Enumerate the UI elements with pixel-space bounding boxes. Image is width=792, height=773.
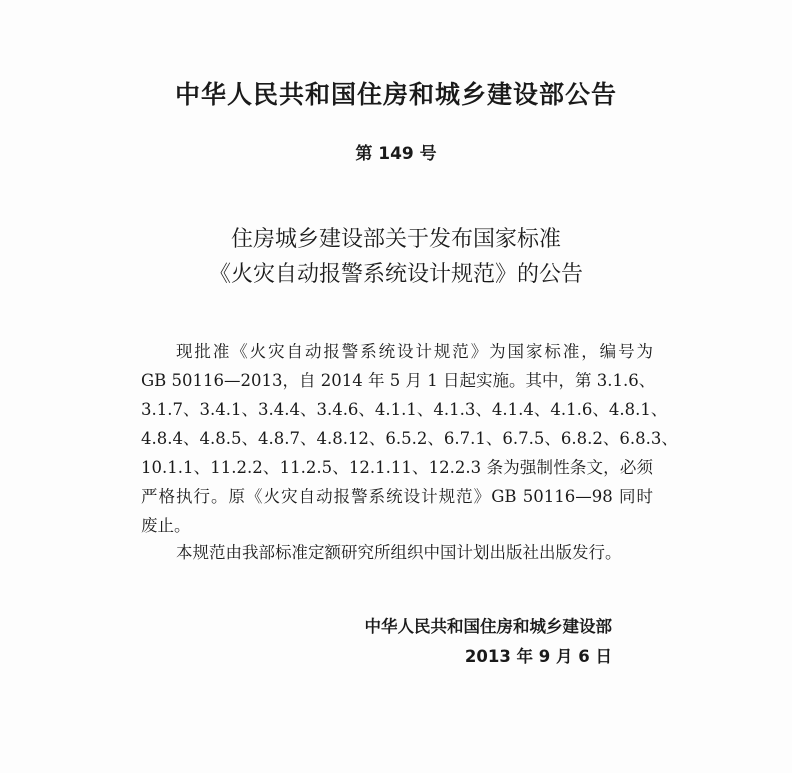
announcement-title: 中华人民共和国住房和城乡建设部公告 [174,80,617,109]
subtitle-line-1: 住房城乡建设部关于发布国家标准 [230,227,561,252]
announcement-number: 第 149 号 [355,144,437,164]
signing-date: 2013 年 9 月 6 日 [464,647,612,666]
body-line-8: 本规范由我部标准定额研究所组织中国计划出版社出版发行。 [176,543,622,562]
body-line-1: 现批准《火灾自动报警系统设计规范》为国家标准，编号为 [176,342,653,361]
body-line-3: 3.1.7、3.4.1、3.4.4、3.4.6、4.1.1、4.1.3、4.1.4、4.1.6、4.8.1、 [141,400,668,419]
subtitle-line-2: 《火灾自动报警系统设计规范》的公告 [208,262,583,287]
body-line-6: 严格执行。原《火灾自动报警系统设计规范》GB 50116—98 同时 [141,487,653,506]
body-line-4: 4.8.4、4.8.5、4.8.7、4.8.12、6.5.2、6.7.1、6.7.5、6.8.2、6.8.3、 [141,429,678,448]
body-line-2: GB 50116—2013，自 2014 年 5 月 1 日起实施。其中，第 3.1.6、 [141,371,656,390]
signing-organization: 中华人民共和国住房和城乡建设部 [364,617,612,636]
body-line-7: 废止。 [141,516,191,535]
body-line-5: 10.1.1、11.2.2、11.2.5、12.1.11、12.2.3 条为强制性条文，必须 [141,458,653,477]
